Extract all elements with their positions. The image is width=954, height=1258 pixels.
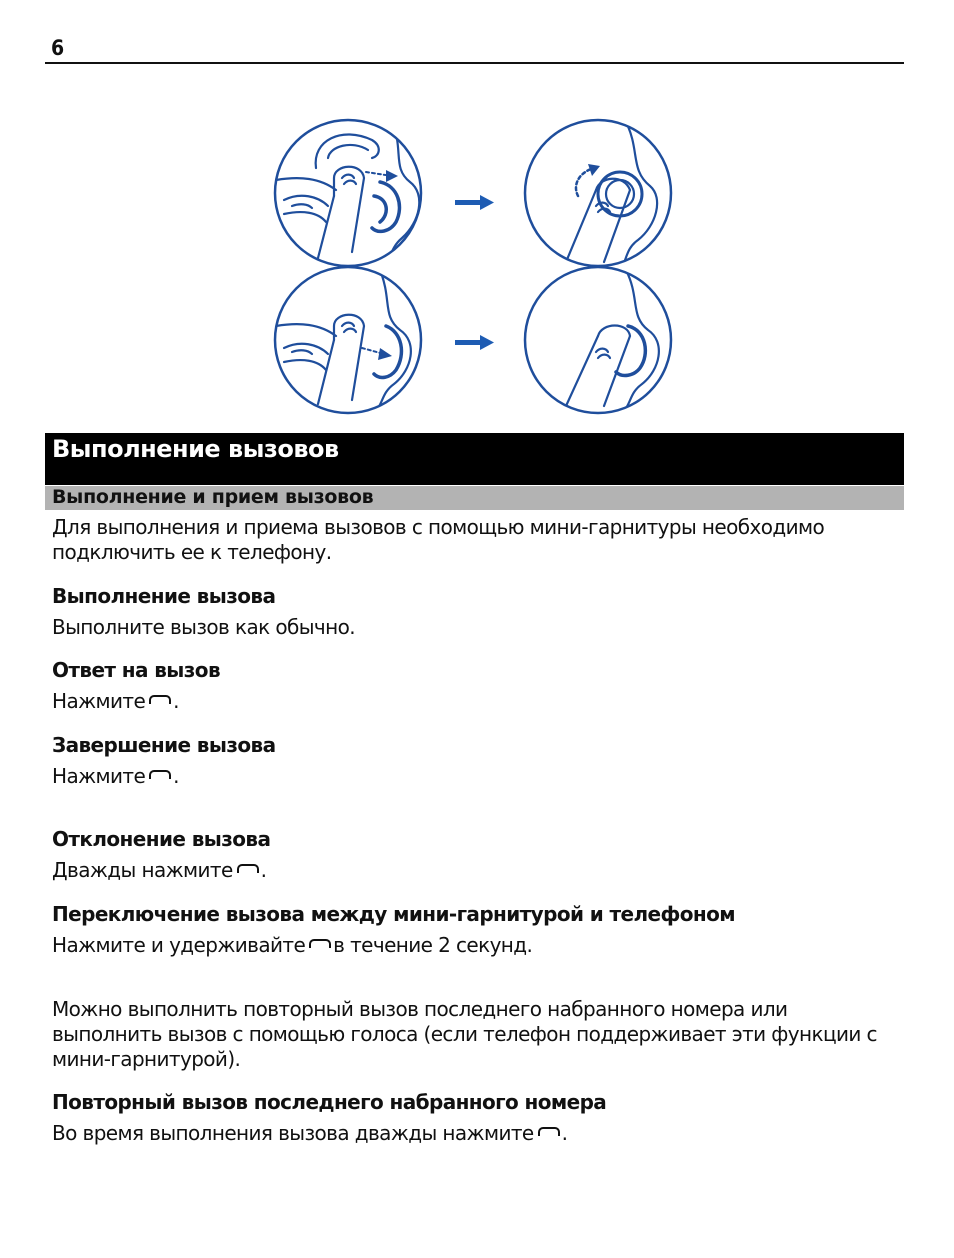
call-key-icon xyxy=(309,939,331,948)
intro-line-2: подключить ее к телефону. xyxy=(52,540,332,564)
subsection-header xyxy=(45,486,904,510)
call-key-icon xyxy=(149,695,171,704)
redial-text xyxy=(52,1121,902,1146)
reject-call-label: Дважды нажмите xyxy=(52,858,233,882)
redial-heading: Повторный вызов последнего набранного номера xyxy=(52,1090,607,1114)
switch-call-duration: в течение 2 секунд. xyxy=(333,933,533,957)
headset-attach-step3-icon xyxy=(275,267,421,414)
redial-end: . xyxy=(561,1121,568,1145)
end-call-end: . xyxy=(173,764,179,788)
reject-call-end: . xyxy=(260,858,267,882)
reject-call-text xyxy=(52,858,902,883)
subsection-title: Выполнение и прием вызовов xyxy=(52,486,374,508)
headset-attach-step4-icon xyxy=(525,267,671,414)
redial-info-line-1: Можно выполнить повторный вызов последнего набранного номера или xyxy=(52,997,788,1021)
switch-call-text xyxy=(52,933,902,958)
headset-attach-step2-icon xyxy=(525,120,671,272)
end-call-label: Нажмите xyxy=(52,764,146,788)
intro-paragraph xyxy=(52,515,902,565)
answer-call-end: . xyxy=(173,689,179,713)
redial-info-line-2: выполнить вызов с помощью голоса (если телефон поддерживает эти функции с xyxy=(52,1022,877,1046)
section-header xyxy=(45,433,904,485)
intro-line-1: Для выполнения и приема вызовов с помощью мини-гарнитуры необходимо xyxy=(52,515,825,539)
headset-attach-step1-icon xyxy=(275,120,421,272)
end-call-heading: Завершение вызова xyxy=(52,733,276,757)
end-call-text xyxy=(52,764,902,789)
make-call-heading: Выполнение вызова xyxy=(52,584,276,608)
call-key-icon xyxy=(538,1127,560,1136)
switch-call-heading: Переключение вызова между мини-гарнитурой и телефоном xyxy=(52,902,735,926)
arrow-right-icon xyxy=(455,195,494,350)
redial-label: Во время выполнения вызова дважды нажмите xyxy=(52,1121,534,1145)
make-call-text: Выполните вызов как обычно. xyxy=(52,615,356,639)
answer-call-heading: Ответ на вызов xyxy=(52,658,221,682)
redial-info-line-3: мини-гарнитурой). xyxy=(52,1047,241,1071)
answer-call-text xyxy=(52,689,902,714)
answer-call-label: Нажмите xyxy=(52,689,146,713)
call-key-icon xyxy=(149,770,171,779)
page-number: 6 xyxy=(51,36,65,60)
section-title: Выполнение вызовов xyxy=(52,435,339,463)
redial-info-paragraph xyxy=(52,997,902,1072)
headset-illustration xyxy=(0,0,954,420)
reject-call-heading: Отклонение вызова xyxy=(52,827,271,851)
call-key-icon xyxy=(237,864,259,873)
switch-call-label: Нажмите и удерживайте xyxy=(52,933,306,957)
